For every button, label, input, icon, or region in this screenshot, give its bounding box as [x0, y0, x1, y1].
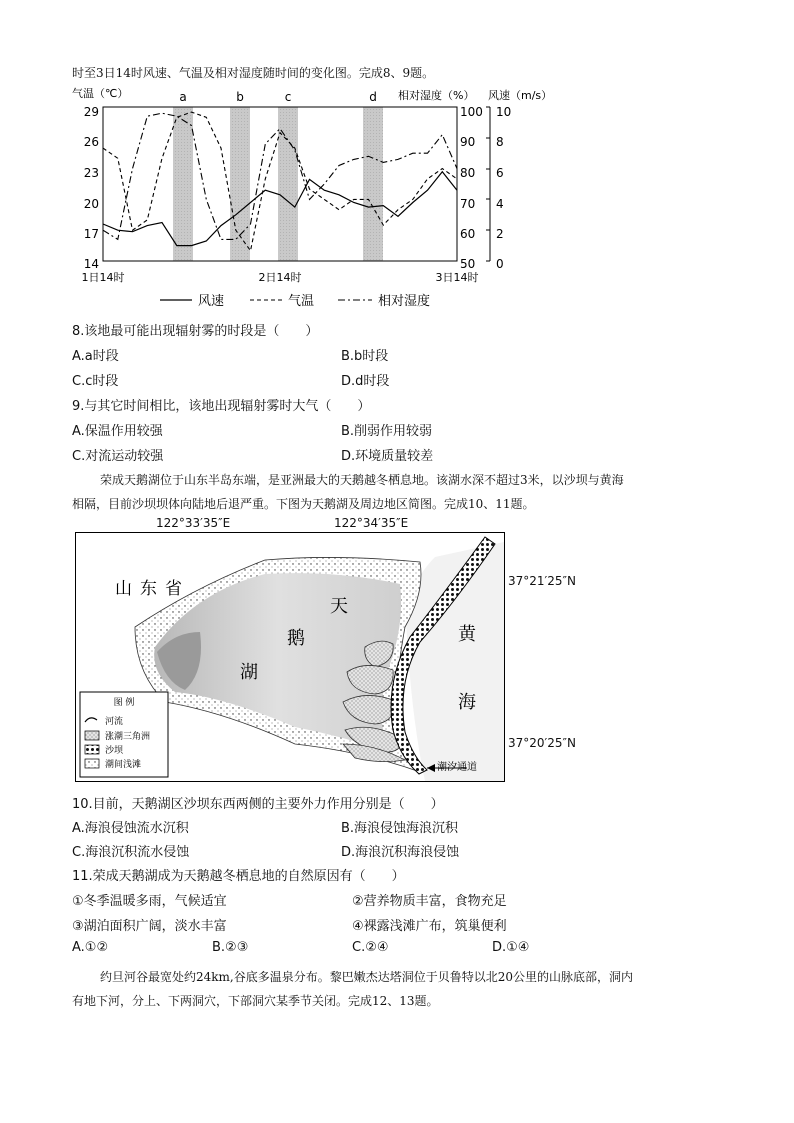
map-lon-2: 122°34′35″E [334, 516, 409, 530]
x-tick: 2日14时 [258, 271, 302, 284]
wind-tick: 6 [496, 166, 504, 180]
wind-tick: 4 [496, 197, 504, 211]
legend-temp: 气温 [288, 294, 315, 309]
q11-option-b[interactable]: B.②③ [212, 940, 249, 955]
q11-stem: 11.荣成天鹅湖成为天鹅越冬栖息地的自然原因有（ ） [72, 869, 405, 884]
sea-label-1: 黄 [458, 624, 476, 645]
map-lat-2: 37°20′25″N [508, 736, 576, 750]
lake-label-3: 湖 [240, 662, 258, 683]
band-d [363, 107, 383, 261]
sea-label-2: 海 [458, 692, 476, 713]
q11-item-2: ②营养物质丰富，食物充足 [352, 894, 507, 909]
q10-option-d[interactable]: D.海浪沉积海浪侵蚀 [341, 845, 460, 860]
q11-item-1: ①冬季温暖多雨，气候适宜 [72, 894, 227, 909]
band-label-c: c [284, 90, 292, 104]
weather-chart [70, 85, 570, 315]
humidity-tick: 60 [460, 227, 476, 241]
q11-option-c[interactable]: C.②④ [352, 940, 389, 955]
humidity-tick: 100 [460, 105, 483, 119]
q10-stem: 10.目前，天鹅湖区沙坝东西两侧的主要外力作用分别是（ ） [72, 797, 444, 812]
temp-tick: 26 [83, 135, 99, 149]
temp-tick: 29 [83, 105, 99, 119]
temp-tick: 23 [83, 166, 99, 180]
map-lat-1: 37°21′25″N [508, 574, 576, 588]
humidity-tick: 50 [460, 257, 476, 271]
passage-3-line1: 约旦河谷最宽处约24km,谷底多温泉分布。黎巴嫩杰达塔洞位于贝鲁特以北20公里的山脉底部，洞内 [100, 970, 634, 984]
wind-tick: 2 [496, 227, 504, 241]
passage-2-line2: 相隔，目前沙坝坝体向陆地后退严重。下图为天鹅湖及周边地区简图。完成10、11题。 [72, 497, 535, 511]
passage-2-line1: 荣成天鹅湖位于山东半岛东端，是亚洲最大的天鹅越冬栖息地。该湖水深不超过3米，以沙坝与黄海 [100, 473, 624, 487]
temp-tick: 20 [83, 197, 99, 211]
q8-option-c[interactable]: C.c时段 [72, 374, 119, 389]
q9-option-d[interactable]: D.环境质量较差 [341, 449, 434, 464]
lake-label-2: 鹅 [287, 628, 305, 649]
temp-tick: 14 [83, 257, 99, 271]
q8-stem: 8.该地最可能出现辐射雾的时段是（ ） [72, 324, 319, 339]
wind-tick: 0 [496, 257, 504, 271]
legend-delta: 涨潮三角洲 [105, 732, 151, 742]
y-left-label: 气温（℃） [72, 87, 129, 100]
humidity-tick: 80 [460, 166, 476, 180]
q11-item-4: ④裸露浅滩广布，筑巢便利 [352, 919, 507, 934]
tidal-channel-label: 潮汐通道 [437, 762, 477, 773]
legend-river: 河流 [105, 717, 124, 727]
province-label: 山东省 [115, 579, 190, 599]
x-tick: 3日14时 [435, 271, 479, 284]
q10-option-b[interactable]: B.海浪侵蚀海浪沉积 [341, 821, 459, 836]
band-b [230, 107, 250, 261]
x-tick: 1日14时 [81, 271, 125, 284]
legend-title: 图 例 [113, 698, 135, 708]
y-right2-label: 风速（m/s） [488, 89, 553, 102]
q9-option-c[interactable]: C.对流运动较强 [72, 449, 164, 464]
band-label-b: b [236, 90, 244, 104]
q9-option-b[interactable]: B.削弱作用较弱 [341, 424, 433, 439]
y-right1-label: 相对湿度（%） [398, 89, 475, 102]
q8-option-b[interactable]: B.b时段 [341, 349, 389, 364]
legend-wind: 风速 [198, 294, 225, 309]
wind-tick: 8 [496, 135, 504, 149]
q8-option-a[interactable]: A.a时段 [72, 349, 119, 364]
passage-3-line2: 有地下河，分上、下两洞穴，下部洞穴某季节关闭。完成12、13题。 [72, 994, 439, 1008]
map-lon-1: 122°33′35″E [156, 516, 231, 530]
q9-option-a[interactable]: A.保温作用较强 [72, 424, 163, 439]
band-a [173, 107, 193, 261]
q10-option-c[interactable]: C.海浪沉积流水侵蚀 [72, 845, 190, 860]
q8-option-d[interactable]: D.d时段 [341, 374, 390, 389]
wind-tick: 10 [496, 105, 512, 119]
legend-tidal-flat: 潮间浅滩 [105, 760, 142, 770]
humidity-tick: 90 [460, 135, 476, 149]
q11-option-a[interactable]: A.①② [72, 940, 109, 955]
q11-item-3: ③湖泊面积广阔，淡水丰富 [72, 919, 227, 934]
q11-option-d[interactable]: D.①④ [492, 940, 530, 955]
humidity-tick: 70 [460, 197, 476, 211]
q9-stem: 9.与其它时间相比，该地出现辐射雾时大气（ ） [72, 399, 371, 414]
legend-sandbar: 沙坝 [105, 746, 124, 756]
intro-text: 时至3日14时风速、气温及相对湿度随时间的变化图。完成8、9题。 [72, 66, 435, 80]
temp-tick: 17 [83, 227, 99, 241]
band-label-a: a [179, 90, 187, 104]
lake-label-1: 天 [330, 596, 348, 617]
q10-option-a[interactable]: A.海浪侵蚀流水沉积 [72, 821, 189, 836]
swan-lake-map [75, 532, 505, 782]
band-label-d: d [369, 90, 377, 104]
legend-humidity: 相对湿度 [378, 294, 431, 309]
